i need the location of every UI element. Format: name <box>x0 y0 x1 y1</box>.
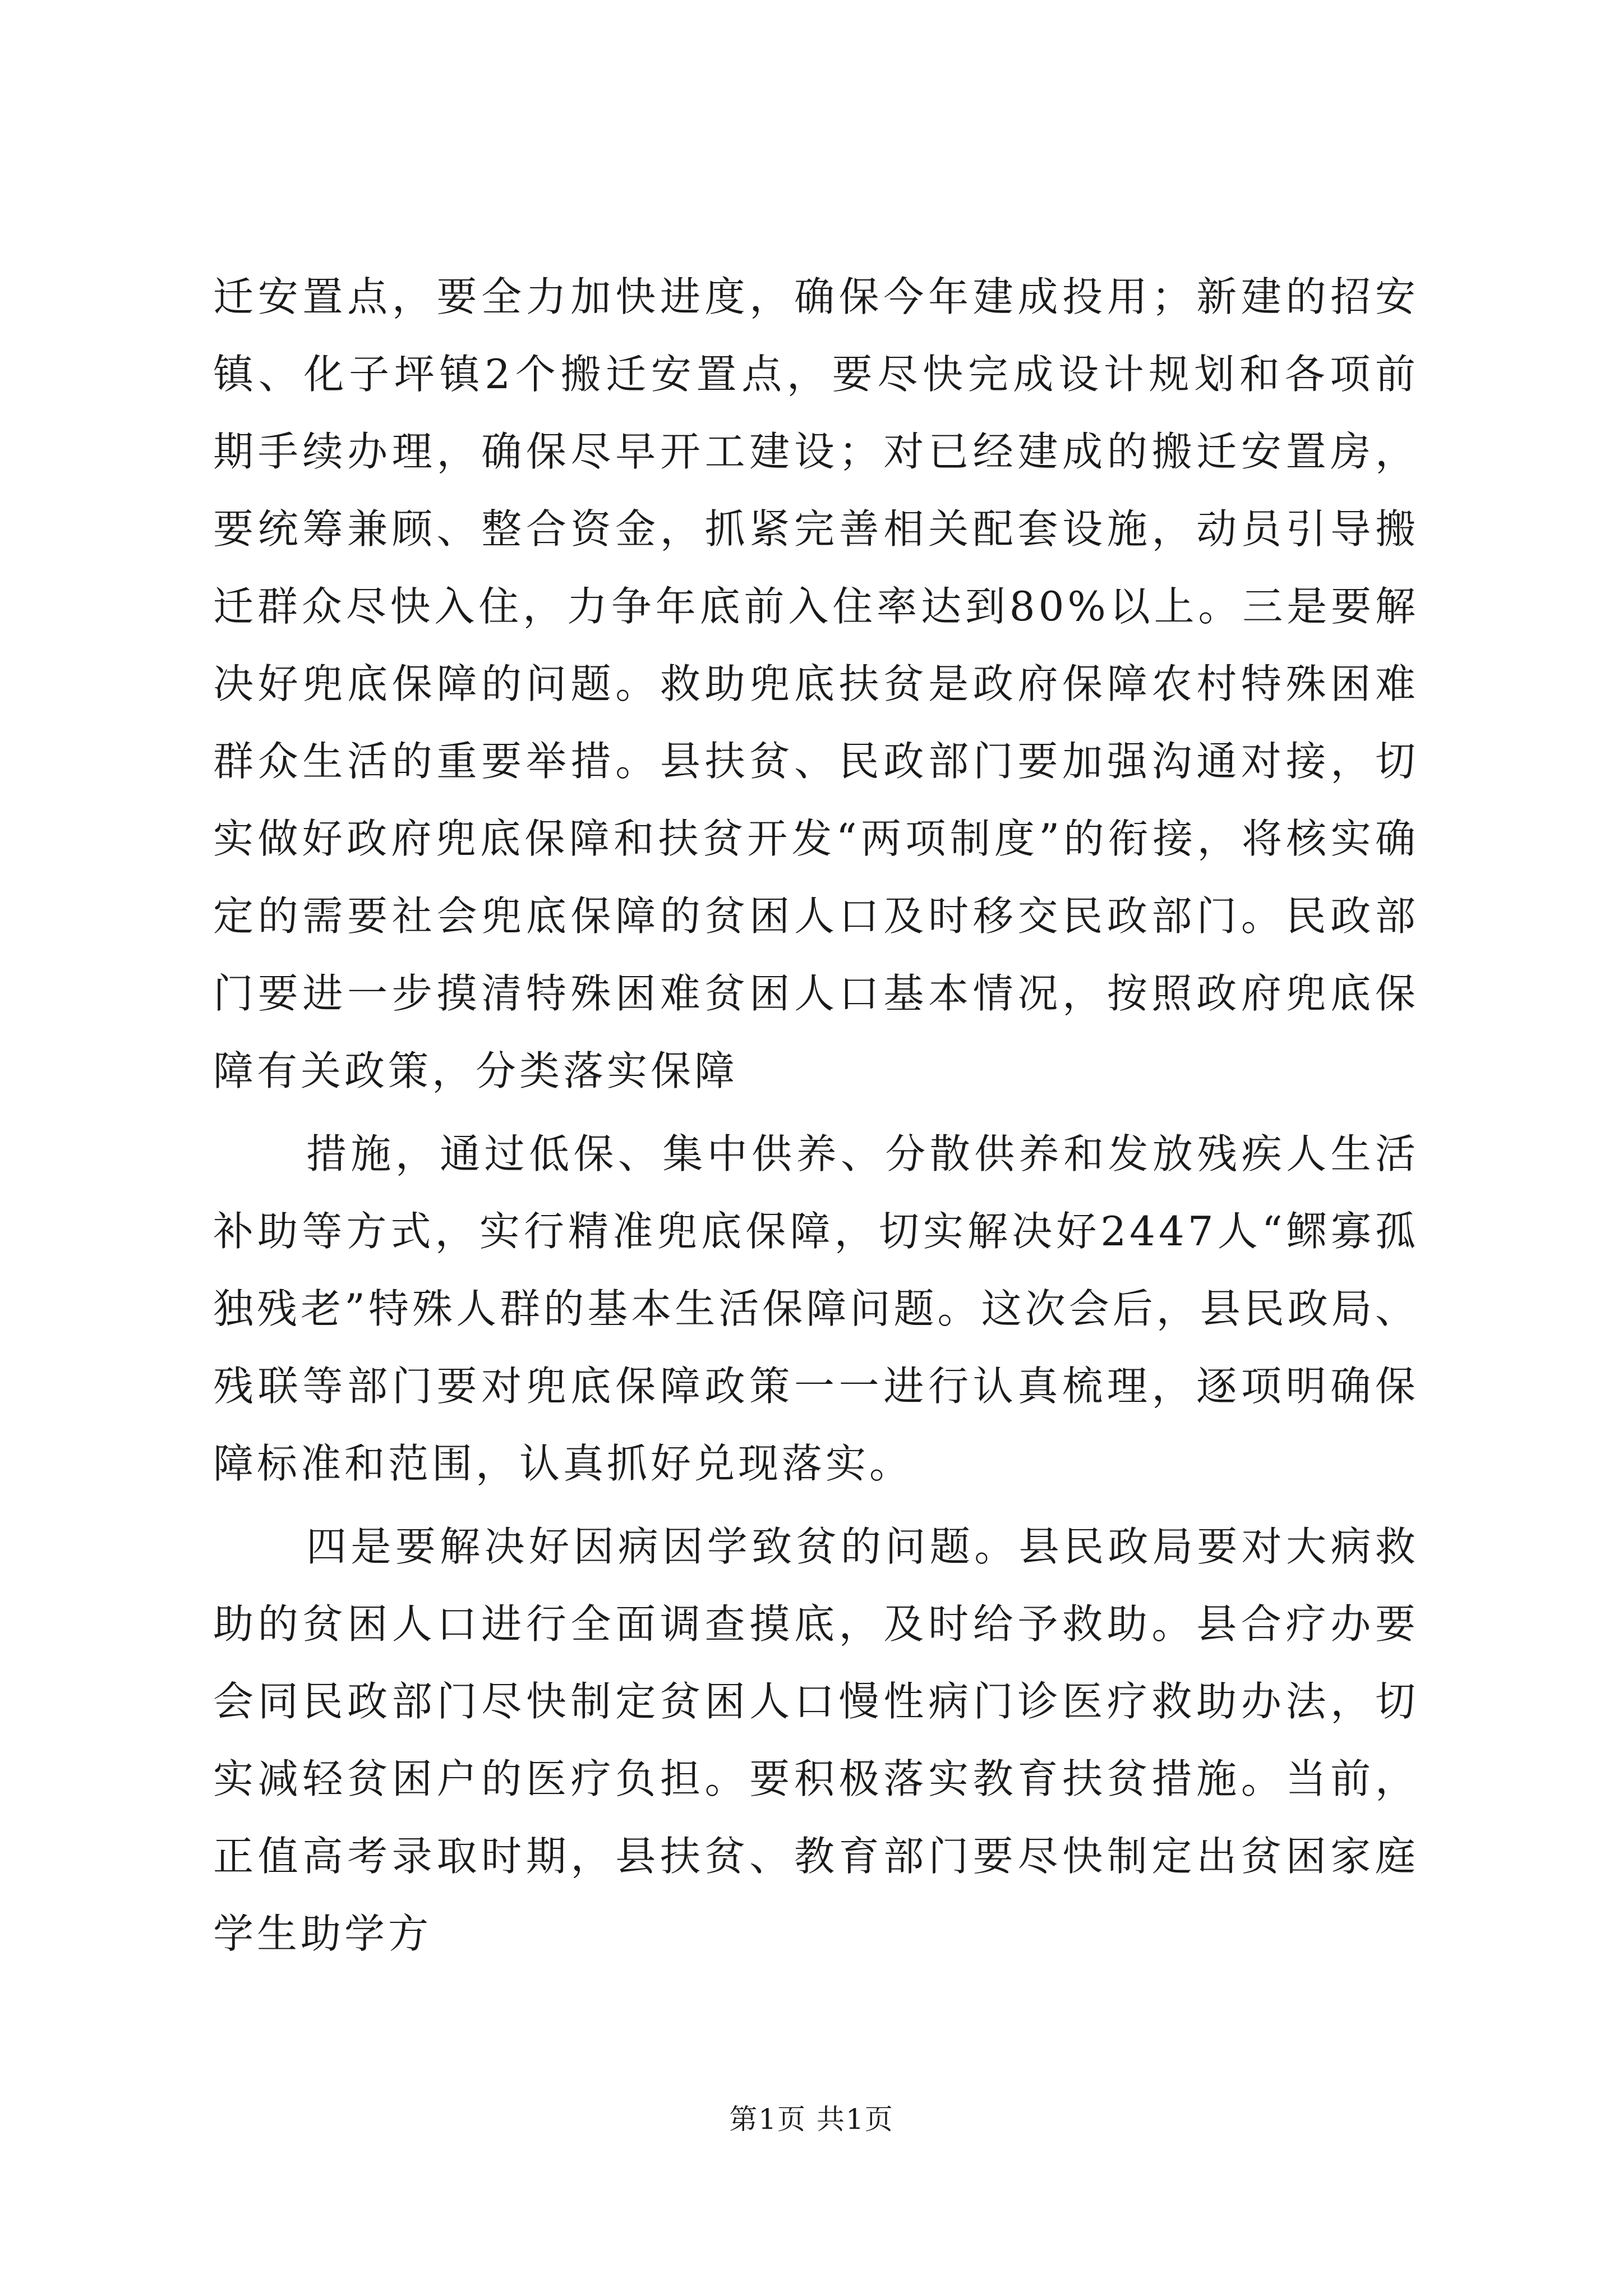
paragraph-3: 四是要解决好因病因学致贫的问题。县民政局要对大病救助的贫困人口进行全面调查摸底，及时给予救助。县合疗办要会同民政部门尽快制定贫困人口慢性病门诊医疗救助办法，切实减轻贫困户的医疗负担。要积极落实教育扶贫措施。当前，正值高考录取时期，县扶贫、教育部门要尽快制定出贫困家庭学生助学方 <box>213 1523 1419 1957</box>
paragraph-1: 迁安置点，要全力加快进度，确保今年建成投用；新建的招安镇、化子坪镇2个搬迁安置点，要尽快完成设计规划和各项前期手续办理，确保尽早开工建设；对已经建成的搬迁安置房，要统筹兼顾、整合资金，抓紧完善相关配套设施，动员引导搬迁群众尽快入住，力争年底前入住率达到80%以上。三是要解决好兜底保障的问题。救助兜底扶贫是政府保障农村特殊困难群众生活的重要举措。县扶贫、民政部门要加强沟通对接，切实做好政府兜底保障和扶贫开发“两项制度”的衔接，将核实确定的需要社会兜底保障的贫困人口及时移交民政部门。民政部门要进一步摸清特殊困难贫困人口基本情况，按照政府兜底保障有关政策，分类落实保障 <box>213 273 1419 1094</box>
document-body <box>213 258 1419 1972</box>
paragraph-2: 措施，通过低保、集中供养、分散供养和发放残疾人生活补助等方式，实行精准兜底保障，切实解决好2447人“鳏寡孤独残老”特殊人群的基本生活保障问题。这次会后，县民政局、残联等部门要对兜底保障政策一一进行认真梳理，逐项明确保障标准和范围，认真抓好兑现落实。 <box>213 1130 1419 1487</box>
page-footer: 第1页 共1页 <box>729 2103 894 2136</box>
